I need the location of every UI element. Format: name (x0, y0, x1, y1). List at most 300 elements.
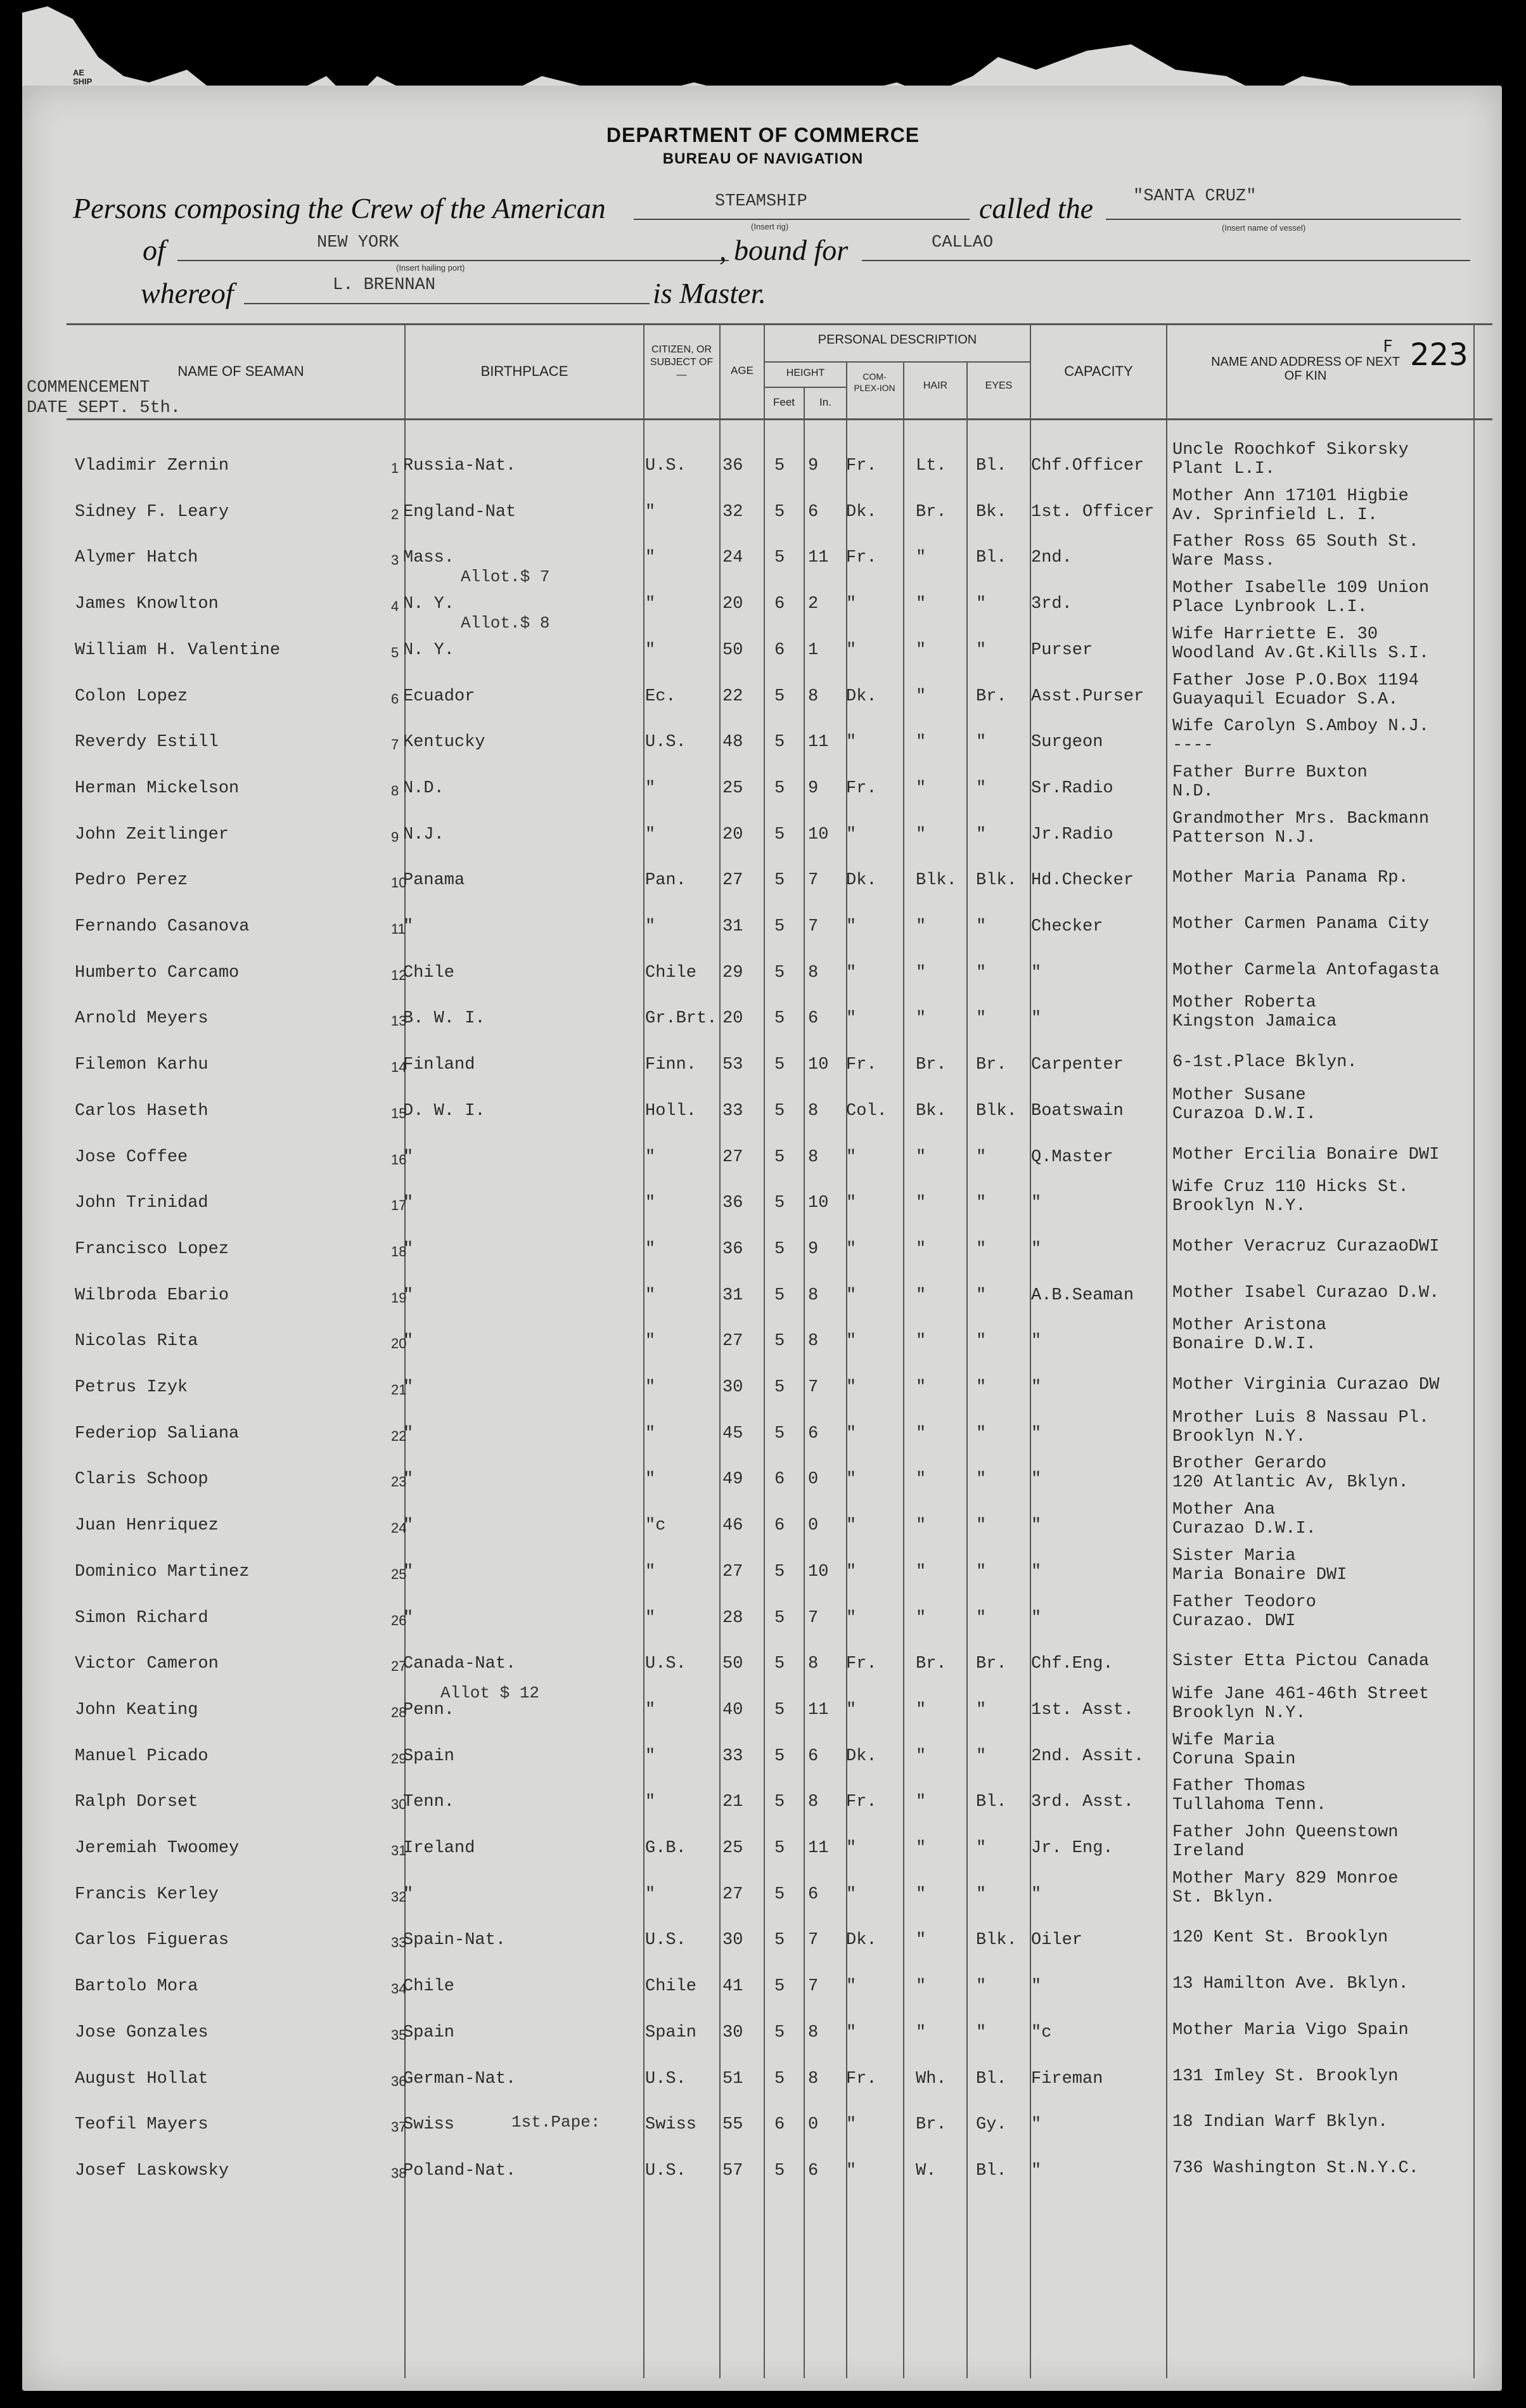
height-inches: 8 (808, 1332, 819, 1351)
capacity: " (1031, 2115, 1042, 2135)
birthplace: N.J. (403, 825, 444, 844)
hair: " (916, 1516, 926, 1536)
of-label: of (143, 234, 165, 266)
height-inches: 0 (808, 1470, 819, 1490)
complexion: " (846, 1285, 857, 1305)
header-birthplace: BIRTHPLACE (480, 363, 568, 379)
kin-line1: 6-1st.Place Bklyn. (1172, 1053, 1357, 1072)
complexion: " (846, 1977, 857, 1997)
height-inches: 6 (808, 1884, 819, 1904)
height-inches: 8 (808, 1101, 819, 1121)
height-inches: 11 (808, 1700, 829, 1720)
hair: W. (916, 2161, 937, 2180)
citizenship: " (645, 917, 656, 936)
hair: " (916, 1562, 926, 1581)
complexion: Fr. (846, 456, 877, 475)
row-number: 18 (391, 1243, 407, 1259)
height-inches: 8 (808, 1147, 819, 1167)
height-feet: 5 (774, 1009, 785, 1029)
height-feet: 5 (774, 1239, 785, 1259)
capacity: Jr.Radio (1031, 825, 1113, 844)
complexion: " (846, 2115, 857, 2135)
age: 50 (722, 1654, 743, 1674)
hair: " (916, 778, 926, 798)
height-feet: 5 (774, 1332, 785, 1351)
age: 27 (722, 871, 743, 891)
capacity: " (1031, 1516, 1042, 1536)
citizenship: " (645, 778, 656, 798)
hair: " (916, 1009, 926, 1029)
kin-line1: 736 Washington St.N.Y.C. (1172, 2158, 1419, 2178)
row-number: 19 (391, 1289, 407, 1306)
eyes: " (976, 1424, 987, 1443)
birthplace: Poland-Nat. (403, 2161, 516, 2180)
eyes: Br. (976, 686, 1007, 706)
seaman-name: Francis Kerley (75, 1884, 219, 1904)
height-inches: 1 (808, 640, 819, 660)
hair: Wh. (916, 2069, 947, 2089)
height-inches: 6 (808, 2161, 819, 2180)
citizenship: " (645, 1424, 656, 1443)
table-row (0, 809, 1526, 870)
row-number: 13 (391, 1013, 407, 1029)
age: 25 (722, 778, 743, 798)
eyes: " (976, 1332, 987, 1351)
vessel-hint: (Insert name of vessel) (1222, 223, 1306, 233)
birthplace: Swiss (403, 2115, 455, 2135)
kin-line1: Mother Carmela Antofagasta (1172, 960, 1440, 980)
complexion: Dk. (846, 502, 877, 522)
age: 20 (722, 1009, 743, 1029)
hair: " (916, 1194, 926, 1213)
eyes: " (976, 1194, 987, 1213)
citizenship: Holl. (645, 1101, 697, 1121)
port-value: NEW YORK (317, 233, 399, 252)
kin-line2: Brooklyn N.Y. (1172, 1703, 1306, 1723)
eyes: " (976, 825, 987, 844)
allotment-note-5: Allot.$ 8 (461, 614, 550, 633)
kin-line1: Father Teodoro (1172, 1592, 1316, 1612)
kin-line1: Mother Ercilia Bonaire DWI (1172, 1145, 1440, 1164)
birthplace: Spain (403, 2023, 455, 2042)
kin-line1: Father Thomas (1172, 1777, 1306, 1796)
capacity: Purser (1031, 640, 1093, 660)
citizenship: Gr.Brt. (645, 1009, 717, 1029)
kin-line2: Bonaire D.W.I. (1172, 1335, 1316, 1355)
birthplace: Finland (403, 1055, 475, 1075)
height-feet: 5 (774, 2023, 785, 2042)
kin-line2: Curazoa D.W.I. (1172, 1104, 1316, 1124)
capacity: " (1031, 1332, 1042, 1351)
age: 40 (722, 1700, 743, 1720)
kin-line1: Father Jose P.O.Box 1194 (1172, 671, 1419, 690)
height-feet: 5 (774, 1147, 785, 1167)
hair: " (916, 1378, 926, 1397)
height-inches: 8 (808, 2023, 819, 2042)
height-feet: 6 (774, 640, 785, 660)
table-row (0, 1237, 1526, 1284)
eyes: " (976, 1608, 987, 1628)
citizenship: " (645, 1608, 656, 1628)
header-complexion: COM-PLEX-ION (854, 371, 895, 393)
kin-line1: Father Ross 65 South St. (1172, 532, 1419, 552)
age: 33 (722, 1746, 743, 1766)
citizenship: " (645, 1378, 656, 1397)
capacity: " (1031, 1562, 1042, 1581)
seaman-name: Jeremiah Twoomey (75, 1839, 240, 1858)
seaman-name: Reverdy Estill (75, 733, 219, 752)
age: 20 (722, 825, 743, 844)
kin-line1: Uncle Roochkof Sikorsky (1172, 441, 1409, 460)
row-number: 21 (391, 1382, 407, 1398)
hair: " (916, 733, 926, 752)
hair: " (916, 963, 926, 982)
height-inches: 6 (808, 502, 819, 522)
row-number: 2 (391, 506, 399, 522)
table-row (0, 2066, 1526, 2114)
age: 51 (722, 2069, 743, 2089)
table-row (0, 1178, 1526, 1238)
kin-line1: Father John Queenstown (1172, 1823, 1399, 1842)
seaman-name: Sidney F. Leary (75, 502, 229, 522)
age: 30 (722, 2023, 743, 2042)
row-number: 38 (391, 2165, 407, 2181)
height-feet: 5 (774, 733, 785, 752)
citizenship: "c (645, 1516, 666, 1536)
capacity: A.B.Seaman (1031, 1285, 1134, 1305)
table-row (0, 917, 1526, 962)
height-feet: 5 (774, 1194, 785, 1213)
complexion: Dk. (846, 686, 877, 706)
form-line1-label: Persons composing the Crew of the American (73, 192, 606, 224)
height-feet: 5 (774, 456, 785, 475)
kin-line1: Mother Aristona (1172, 1316, 1327, 1336)
complexion: " (846, 1839, 857, 1858)
height-feet: 5 (774, 1931, 785, 1950)
citizenship: " (645, 1147, 656, 1167)
capacity: Chf.Eng. (1031, 1654, 1113, 1674)
hair: " (916, 1332, 926, 1351)
page-mark: F (1383, 337, 1393, 356)
complexion: " (846, 1562, 857, 1581)
complexion: " (846, 825, 857, 844)
height-feet: 5 (774, 1884, 785, 1904)
seaman-name: August Hollat (75, 2069, 208, 2089)
kin-line2: Kingston Jamaica (1172, 1012, 1337, 1032)
citizenship: " (645, 825, 656, 844)
age: 31 (722, 1285, 743, 1305)
kin-line2: ---- (1172, 736, 1214, 756)
row-number: 24 (391, 1520, 407, 1536)
height-inches: 8 (808, 2069, 819, 2089)
table-row (0, 868, 1526, 915)
seaman-name: John Keating (75, 1700, 198, 1720)
first-papers-note-37: 1st.Pape: (511, 2113, 601, 2132)
kin-line1: Sister Maria (1172, 1546, 1296, 1566)
height-feet: 6 (774, 595, 785, 614)
birthplace: Spain (403, 1746, 455, 1766)
complexion: " (846, 1470, 857, 1490)
age: 46 (722, 1516, 743, 1536)
citizenship: U.S. (645, 2069, 686, 2089)
birthplace: " (403, 917, 414, 936)
age: 27 (722, 1332, 743, 1351)
birthplace: N. Y. (403, 595, 455, 614)
allotment-note-4: Allot.$ 7 (461, 567, 550, 586)
header-age: AGE (731, 364, 753, 377)
height-feet: 5 (774, 1654, 785, 1674)
height-inches: 11 (808, 548, 829, 568)
table-row (0, 1316, 1526, 1376)
complexion: " (846, 1700, 857, 1720)
citizenship: " (645, 1239, 656, 1259)
seaman-name: Alymer Hatch (75, 548, 198, 568)
eyes: Bl. (976, 548, 1007, 568)
age: 29 (722, 963, 743, 982)
seaman-name: Colon Lopez (75, 686, 188, 706)
row-number: 4 (391, 598, 399, 615)
allotment-note-28: Allot $ 12 (440, 1684, 540, 1703)
age: 55 (722, 2115, 743, 2135)
capacity: 2nd. Assit. (1031, 1746, 1144, 1766)
height-feet: 5 (774, 917, 785, 936)
table-row (0, 1928, 1526, 1975)
kin-line1: Wife Cruz 110 Hicks St. (1172, 1178, 1409, 1197)
birthplace: Kentucky (403, 733, 485, 752)
age: 30 (722, 1931, 743, 1950)
height-feet: 5 (774, 778, 785, 798)
row-number: 7 (391, 737, 399, 753)
kin-line1: Mother Ann 17101 Higbie (1172, 486, 1409, 506)
eyes: " (976, 1839, 987, 1858)
hair: " (916, 1424, 926, 1443)
kin-line1: Wife Maria (1172, 1730, 1276, 1750)
capacity: Surgeon (1031, 733, 1103, 752)
capacity: " (1031, 1470, 1042, 1490)
kin-line1: Mother Carmen Panama City (1172, 915, 1430, 934)
kin-line1: Mother Ana (1172, 1500, 1276, 1520)
citizenship: " (645, 1470, 656, 1490)
hair: " (916, 548, 926, 568)
kin-line2: Tullahoma Tenn. (1172, 1796, 1327, 1815)
whereof-label: whereof (141, 277, 234, 309)
birthplace: N.D. (403, 778, 444, 798)
complexion: " (846, 963, 857, 982)
height-inches: 8 (808, 1285, 819, 1305)
seaman-name: Victor Cameron (75, 1654, 219, 1674)
complexion: " (846, 1009, 857, 1029)
height-inches: 6 (808, 1746, 819, 1766)
eyes: Bl. (976, 2161, 1007, 2180)
row-number: 22 (391, 1427, 407, 1444)
height-feet: 6 (774, 1470, 785, 1490)
hair: Br. (916, 1654, 947, 1674)
eyes: Br. (976, 1654, 1007, 1674)
birthplace: " (403, 1884, 414, 1904)
age: 30 (722, 1378, 743, 1397)
citizenship: U.S. (645, 1931, 686, 1950)
birthplace: Mass. (403, 548, 455, 568)
eyes: " (976, 1285, 987, 1305)
table-row (0, 1454, 1526, 1514)
capacity: Asst.Purser (1031, 686, 1144, 706)
kin-line1: Grandmother Mrs. Backmann (1172, 809, 1430, 828)
age: 45 (722, 1424, 743, 1443)
age: 31 (722, 917, 743, 936)
birthplace: D. W. I. (403, 1101, 485, 1121)
kin-line1: Mother Veracruz CurazaoDWI (1172, 1237, 1440, 1256)
birthplace: Chile (403, 963, 455, 982)
height-inches: 9 (808, 1239, 819, 1259)
eyes: " (976, 1977, 987, 1997)
header-kin: NAME AND ADDRESS OF NEXT OF KIN (1211, 355, 1400, 383)
birthplace: " (403, 1516, 414, 1536)
hair: " (916, 1884, 926, 1904)
header-height: HEIGHT (786, 368, 825, 378)
row-number: 17 (391, 1197, 407, 1214)
table-row (0, 1500, 1526, 1561)
capacity: " (1031, 1608, 1042, 1628)
table-row (0, 1869, 1526, 1929)
rig-hint: (Insert rig) (751, 222, 789, 231)
age: 41 (722, 1977, 743, 1997)
department-heading: DEPARTMENT OF COMMERCE (606, 124, 920, 146)
capacity: " (1031, 1424, 1042, 1443)
kin-line2: Place Lynbrook L.I. (1172, 598, 1368, 617)
seaman-name: Dominico Martinez (75, 1562, 250, 1581)
complexion: " (846, 1194, 857, 1213)
table-row (0, 1085, 1526, 1146)
height-inches: 8 (808, 1654, 819, 1674)
age: 24 (722, 548, 743, 568)
birthplace: " (403, 1147, 414, 1167)
birthplace: Spain-Nat. (403, 1931, 506, 1950)
age: 21 (722, 1793, 743, 1812)
height-feet: 6 (774, 1516, 785, 1536)
seaman-name: Simon Richard (75, 1608, 208, 1628)
eyes: Gy. (976, 2115, 1007, 2135)
hair: Br. (916, 502, 947, 522)
height-inches: 8 (808, 686, 819, 706)
birthplace: Ireland (403, 1839, 475, 1858)
eyes: " (976, 1562, 987, 1581)
birthplace: " (403, 1378, 414, 1397)
capacity: Jr. Eng. (1031, 1839, 1113, 1858)
height-inches: 7 (808, 1608, 819, 1628)
header-capacity: CAPACITY (1064, 363, 1133, 379)
kin-line1: 131 Imley St. Brooklyn (1172, 2066, 1399, 2086)
birthplace: Canada-Nat. (403, 1654, 516, 1674)
height-feet: 5 (774, 871, 785, 891)
kin-line2: Guayaquil Ecuador S.A. (1172, 690, 1399, 709)
kin-line2: Plant L.I. (1172, 460, 1276, 479)
citizenship: Ec. (645, 686, 676, 706)
birthplace: B. W. I. (403, 1009, 485, 1029)
citizenship: U.S. (645, 2161, 686, 2180)
height-inches: 8 (808, 963, 819, 982)
seaman-name: Herman Mickelson (75, 778, 240, 798)
complexion: " (846, 1884, 857, 1904)
eyes: " (976, 917, 987, 936)
birthplace: " (403, 1562, 414, 1581)
kin-line2: Ware Mass. (1172, 551, 1276, 571)
age: 33 (722, 1101, 743, 1121)
kin-line1: Brother Gerardo (1172, 1454, 1327, 1474)
header-feet: Feet (773, 396, 795, 408)
complexion: " (846, 1608, 857, 1628)
hair: " (916, 686, 926, 706)
hair: " (916, 917, 926, 936)
eyes: Blk. (976, 1931, 1017, 1950)
age: 25 (722, 1839, 743, 1858)
seaman-name: Ralph Dorset (75, 1793, 198, 1812)
eyes: " (976, 1147, 987, 1167)
complexion: Fr. (846, 1055, 877, 1075)
height-inches: 6 (808, 1424, 819, 1443)
birthplace: Penn. (403, 1700, 455, 1720)
hair: " (916, 1239, 926, 1259)
capacity: " (1031, 1884, 1042, 1904)
seaman-name: Jose Coffee (75, 1147, 188, 1167)
kin-line1: Mother Isabelle 109 Union (1172, 579, 1430, 598)
capacity: Q.Master (1031, 1147, 1113, 1167)
kin-line2: Maria Bonaire DWI (1172, 1565, 1347, 1585)
complexion: " (846, 1424, 857, 1443)
complexion: Dk. (846, 871, 877, 891)
height-feet: 5 (774, 1793, 785, 1812)
kin-line2: St. Bklyn. (1172, 1888, 1276, 1907)
kin-line2: N.D. (1172, 782, 1214, 801)
citizenship: " (645, 640, 656, 660)
hair: " (916, 640, 926, 660)
capacity: " (1031, 1977, 1042, 1997)
height-feet: 5 (774, 1055, 785, 1075)
citizenship: Chile (645, 963, 697, 982)
eyes: Blk. (976, 871, 1017, 891)
seaman-name: William H. Valentine (75, 640, 281, 660)
capacity: 1st. Asst. (1031, 1700, 1134, 1720)
hair: " (916, 1746, 926, 1766)
eyes: Br. (976, 1055, 1007, 1075)
eyes: " (976, 1378, 987, 1397)
seaman-name: Juan Henriquez (75, 1516, 219, 1536)
header-inches: In. (819, 396, 831, 408)
height-inches: 9 (808, 778, 819, 798)
kin-line2: Brooklyn N.Y. (1172, 1427, 1306, 1446)
capacity: " (1031, 1009, 1042, 1029)
table-row (0, 2158, 1526, 2206)
birthplace: N. Y. (403, 640, 455, 660)
kin-line2: Curazao D.W.I. (1172, 1519, 1316, 1539)
eyes: Bl. (976, 456, 1007, 475)
age: 27 (722, 1884, 743, 1904)
row-number: 16 (391, 1151, 407, 1168)
seaman-name: Francisco Lopez (75, 1239, 229, 1259)
seaman-name: Jose Gonzales (75, 2023, 208, 2042)
row-number: 30 (391, 1796, 407, 1813)
eyes: " (976, 1239, 987, 1259)
rig-value: STEAMSHIP (715, 192, 807, 211)
eyes: " (976, 1746, 987, 1766)
birthplace: German-Nat. (403, 2069, 516, 2089)
hair: " (916, 1608, 926, 1628)
citizenship: " (645, 548, 656, 568)
hair: " (916, 1285, 926, 1305)
complexion: " (846, 2023, 857, 2042)
complexion: " (846, 1147, 857, 1167)
row-number: 6 (391, 690, 399, 707)
table-row (0, 2020, 1526, 2068)
